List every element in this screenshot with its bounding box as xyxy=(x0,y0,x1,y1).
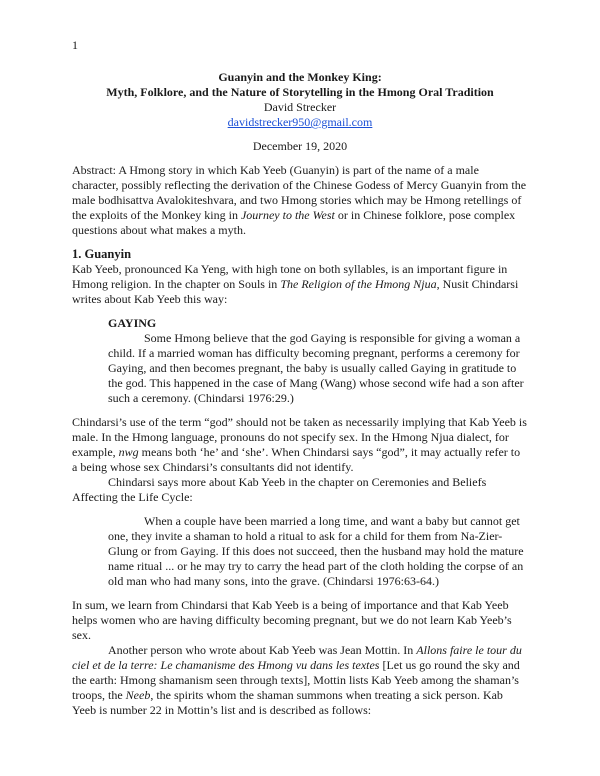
paper-title: Guanyin and the Monkey King: xyxy=(218,70,382,84)
block-quote xyxy=(108,316,528,406)
quote-heading: GAYING xyxy=(108,316,157,330)
block-quote xyxy=(108,514,528,589)
section-heading: 1. Guanyin xyxy=(72,247,132,261)
paragraph: Another person who wrote about Kab Yeeb was Jean Mottin. In Allons faire le tour du ciel et de la terre: Le chamanisme des Hmong vu dans les textes [Let us go round the sky and the earth: Hmong shamanism seen through texts], Mottin lists Kab Yeeb among the shaman’s troops, the Neeb, the spirits whom the shaman summons when treating a sick person. Kab Yeeb is number 22 in Mottin’s list and is described as follows: xyxy=(72,643,522,717)
paragraph: Kab Yeeb, pronounced Ka Yeng, with high tone on both syllables, is an important figure in Hmong religion. In the chapter on Souls in The Religion of the Hmong Njua, Nusit Chindarsi writes about Kab Yeeb this way: xyxy=(72,262,519,306)
abstract: Abstract: A Hmong story in which Kab Yeeb (Guanyin) is part of the name of a male character, possibly reflecting the derivation of the Chinese Godess of Mercy Guanyin from the male bodhisattva Avalokiteshvara, and two Hmong stories which may be Hmong retellings of the exploits of the Monkey king in Journey to the West or in Chinese folklore, pose complex questions about what makes a myth. xyxy=(72,163,527,237)
date: December 19, 2020 xyxy=(252,139,348,153)
document-body xyxy=(72,70,528,718)
paper-subtitle: Myth, Folklore, and the Nature of Storytelling in the Hmong Oral Tradition xyxy=(106,85,494,99)
paragraph: In sum, we learn from Chindarsi that Kab Yeeb is a being of importance and that Kab Yeeb helps women who are having difficulty becoming pregnant, but we do not learn Kab Yeeb’s sex. xyxy=(72,598,512,642)
author-email-link[interactable]: davidstrecker950@gmail.com xyxy=(227,115,373,129)
quote-text: Some Hmong believe that the god Gaying is responsible for giving a woman a child. If a married woman has difficulty becoming pregnant, performs a ceremony for Gaying, and then becomes pregnant, the baby is usually called Gaying in gratitude to the god. This happened in the case of Mang (Wang) whose second wife had a son after such a ceremony. (Chindarsi 1976:29.) xyxy=(108,331,524,405)
author-name: David Strecker xyxy=(263,100,337,114)
quote-text: When a couple have been married a long time, and want a baby but cannot get one, they invite a shaman to hold a ritual to ask for a child for them from Na-Zier-Glung or from Gaying. If this does not succeed, then the husband may hold the mature name ritual ... or he may try to carry the head part of the cloth holding the corpse of an old man who had many sons, into the grave. (Chindarsi 1976:63-64.) xyxy=(108,514,524,588)
paragraph: Chindarsi’s use of the term “god” should not be taken as necessarily implying that Kab Yeeb is male. In the Hmong language, pronouns do not specify sex. In the Hmong Njua dialect, for example, nwg means both ‘he’ and ‘she’. When Chindarsi says “god”, it may actually refer to a being whose sex Chindarsi’s consultants did not identify. xyxy=(72,415,527,474)
paragraph: Chindarsi says more about Kab Yeeb in the chapter on Ceremonies and Beliefs Affecting the Life Cycle: xyxy=(72,475,487,504)
page-number: 1 xyxy=(72,38,78,52)
title-block xyxy=(72,70,528,130)
